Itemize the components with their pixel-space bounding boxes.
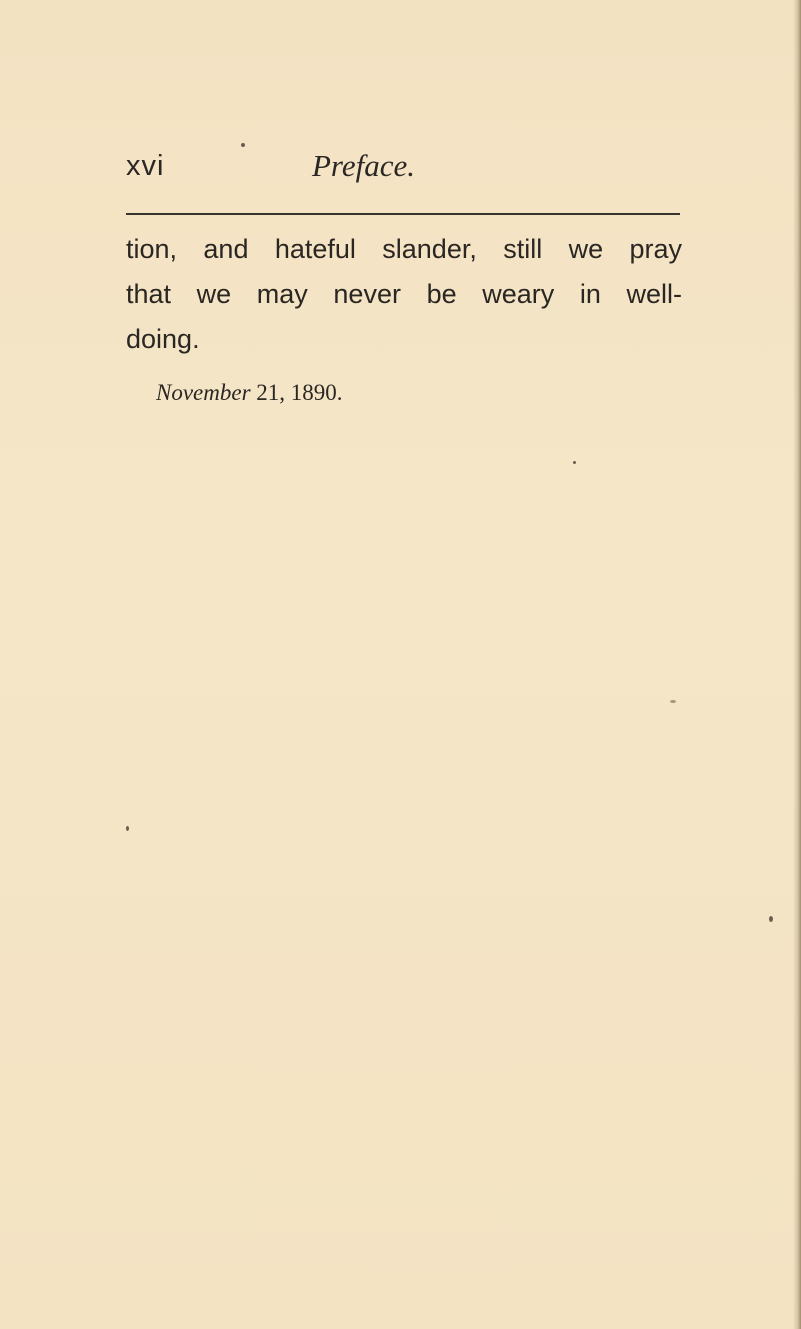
dateline (156, 380, 343, 406)
paper-speck (769, 916, 773, 922)
dateline-date: 21, 1890. (250, 380, 343, 405)
text-line: doing. (126, 324, 200, 354)
body-paragraph (126, 227, 682, 362)
section-title: Preface. (312, 148, 415, 183)
paper-speck (670, 700, 676, 703)
paper-speck (126, 826, 129, 831)
running-head (126, 150, 680, 190)
paper-speck (573, 461, 576, 464)
paper-speck (241, 143, 245, 147)
page-edge-shadow (793, 0, 801, 1329)
header-rule (126, 213, 680, 215)
text-line: tion, and hateful slander, still we pray (126, 234, 682, 264)
page-number: xvi (126, 150, 165, 182)
text-line: that we may never be weary in well- (126, 279, 682, 309)
dateline-month: November (156, 380, 251, 405)
